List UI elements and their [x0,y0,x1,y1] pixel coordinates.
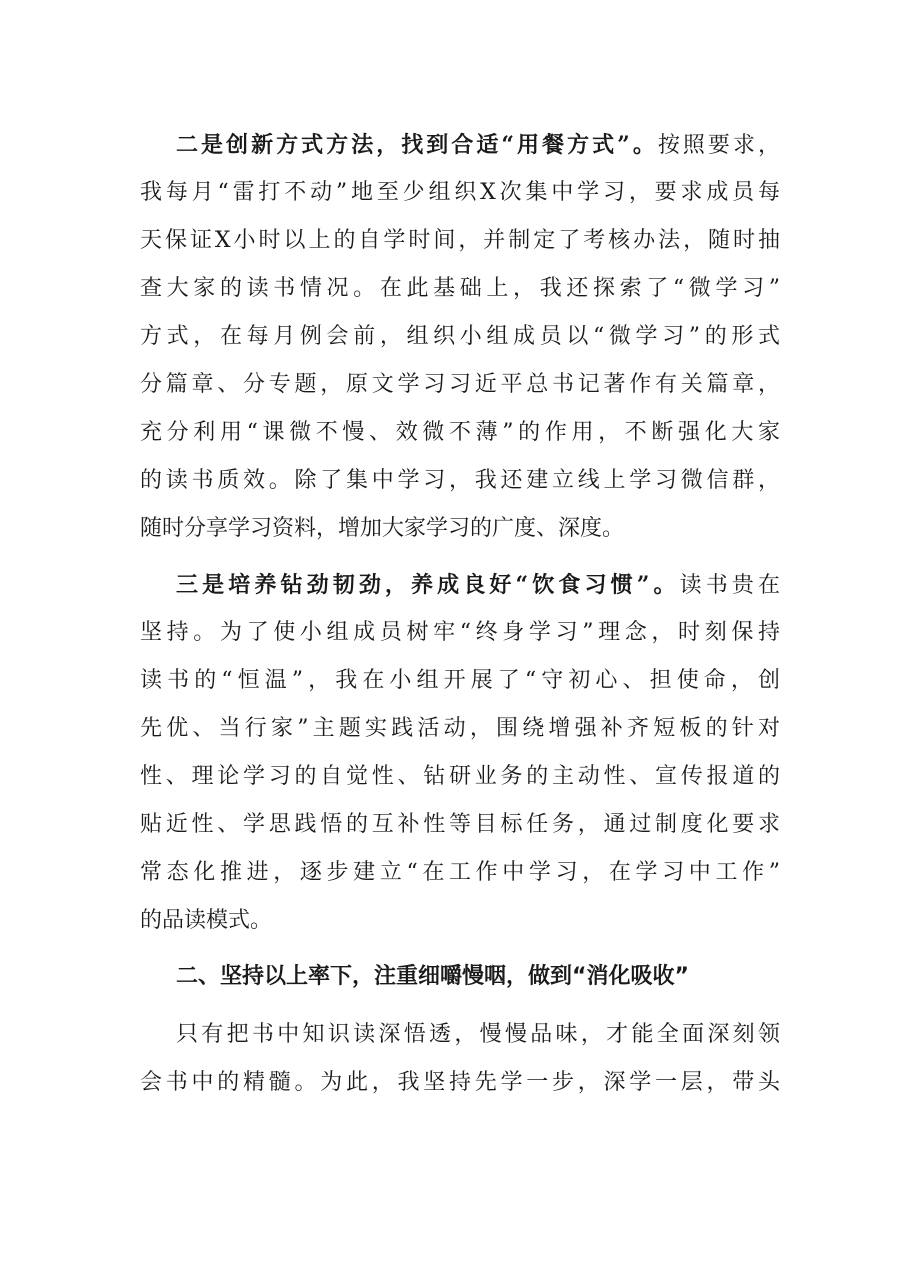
paragraph-3-line-1: 只有把书中知识读深悟透，慢慢品味，才能全面深刻领 [176,1022,780,1047]
paragraph-1-line-6: 分篇章、分专题，原文学习习近平总书记著作有关篇章， [140,372,780,397]
paragraph-2-line-2: 坚持。为了使小组成员树牢“终身学习”理念，时刻保持 [140,620,780,645]
paragraph-1-line-2: 我每月“雷打不动”地至少组织X次集中学习，要求成员每 [140,180,780,205]
paragraph-1-lead: 二是创新方式方法，找到合适“用餐方式”。 [176,132,658,158]
paragraph-2-line-8: 的品读模式。 [140,908,273,933]
paragraph-2-line-4: 先优、当行家”主题实践活动，围绕增强补齐短板的针对 [140,716,780,741]
paragraph-1-line-7: 充分利用“课微不慢、效微不薄”的作用，不断强化大家 [140,420,780,445]
paragraph-1-line-1 [176,127,780,163]
paragraph-2-line-1-rest: 读书贵在 [679,573,780,598]
paragraph-2-line-6: 贴近性、学思践悟的互补性等目标任务，通过制度化要求 [140,812,780,837]
paragraph-2-line-5: 性、理论学习的自觉性、钻研业务的主动性、宣传报道的 [140,764,780,789]
paragraph-1-line-4: 查大家的读书情况。在此基础上，我还探索了“微学习” [140,276,780,301]
section-heading: 二、坚持以上率下，注重细嚼慢咽，做到“消化吸收” [176,964,689,989]
paragraph-2-line-3: 读书的“恒温”，我在小组开展了“守初心、担使命，创 [140,668,780,693]
paragraph-2-line-7: 常态化推进，逐步建立“在工作中学习，在学习中工作” [140,860,780,885]
paragraph-2-line-1 [176,567,780,603]
paragraph-1-line-1-rest: 按照要求， [657,133,780,158]
paragraph-2-lead: 三是培养钻劲韧劲，养成良好“饮食习惯”。 [176,572,680,598]
paragraph-1-line-8: 的读书质效。除了集中学习，我还建立线上学习微信群， [140,468,780,493]
paragraph-3-line-2: 会书中的精髓。为此，我坚持先学一步，深学一层，带头 [140,1070,780,1095]
paragraph-1-line-5: 方式，在每月例会前，组织小组成员以“微学习”的形式 [140,324,780,349]
paragraph-1-line-9: 随时分享学习资料，增加大家学习的广度、深度。 [140,516,625,541]
paragraph-1-line-3: 天保证X小时以上的自学时间，并制定了考核办法，随时抽 [140,228,780,253]
